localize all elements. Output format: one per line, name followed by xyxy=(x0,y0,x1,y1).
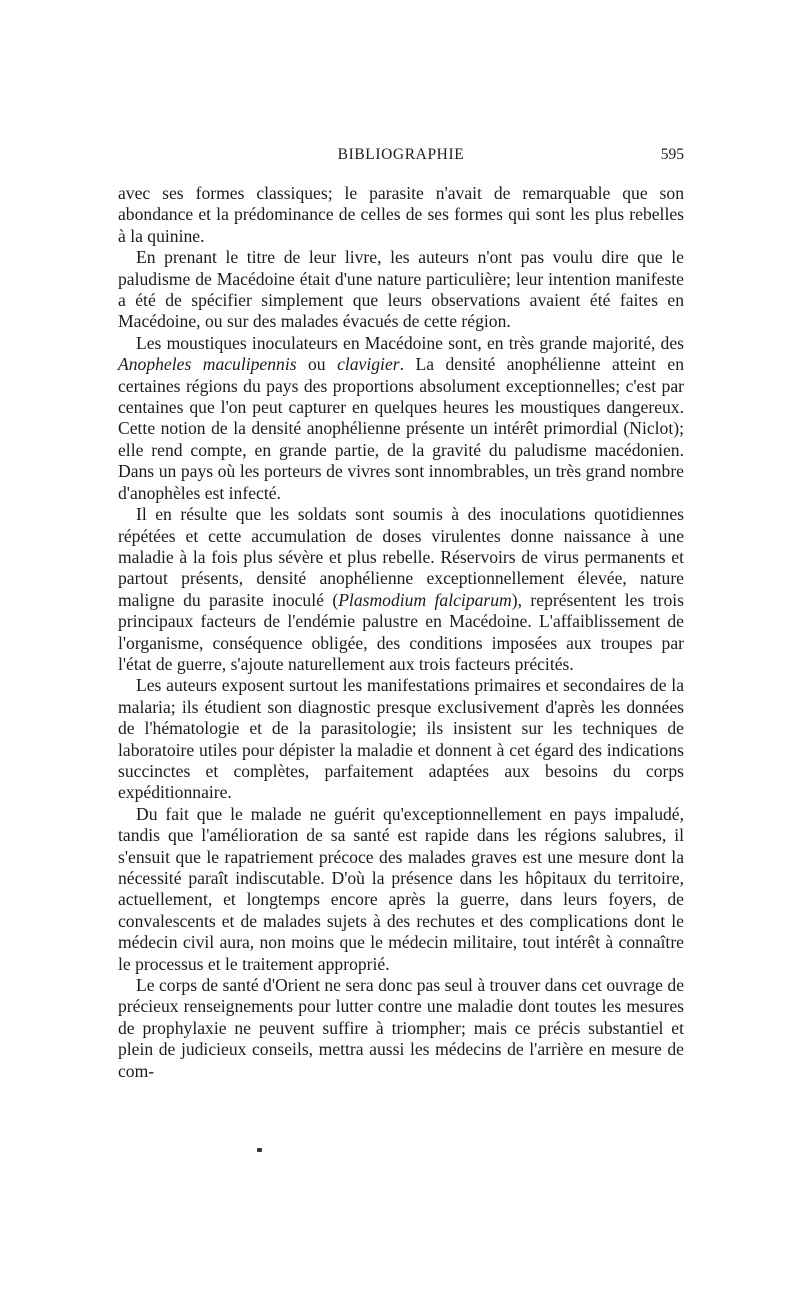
paragraph-1 xyxy=(118,183,684,247)
species-alt-name-italic: clavigier xyxy=(337,354,400,375)
paragraph-4-text-end: ), représentent les trois principaux facteurs de l'endémie palustre en Macédoine. L'affaiblissement de l'organisme, conséquence obligée, des conditions imposées aux troupes par l'état de guerre, s'ajoute naturellement aux trois facteurs précités. xyxy=(118,589,684,674)
body-text xyxy=(118,183,684,1082)
paragraph-6 xyxy=(118,804,684,975)
paragraph-7-text: Le corps de santé d'Orient ne sera donc pas seul à trouver dans cet ouvrage de précieux renseignements pour lutter contre une maladie dont toutes les mesures de prophylaxie ne peuvent suffire à triompher; mais ce précis substantiel et plein de judicieux conseils, mettra aussi les médecins de l'arrière en mesure de com- xyxy=(118,975,684,1081)
species-name-italic: Anopheles maculipennis xyxy=(118,354,297,375)
paragraph-2-text: En prenant le titre de leur livre, les auteurs n'ont pas voulu dire que le paludisme de Macédoine était d'une nature particulière; leur intention manifeste a été de spécifier simplement que leurs observations avaient été faites en Macédoine, ou sur des malades évacués de cette région. xyxy=(118,247,684,332)
paragraph-3-connector: ou xyxy=(296,354,338,375)
paragraph-4 xyxy=(118,504,684,675)
ink-speck xyxy=(257,1148,262,1152)
paragraph-3-text-start: Les moustiques inoculateurs en Macédoine sont, en très grande majorité, des xyxy=(136,332,684,353)
paragraph-1-text: avec ses formes classiques; le parasite n'avait de remarquable que son abondance et la prédominance de celles de ses formes qui sont les plus rebelles à la quinine. xyxy=(118,183,684,246)
paragraph-6-text: Du fait que le malade ne guérit qu'exceptionnellement en pays impaludé, tandis que l'amélioration de sa santé est rapide dans les régions salubres, il s'ensuit que le rapatriement précoce des malades graves est une mesure dont la nécessité paraît indiscutable. D'où la présence dans les hôpitaux du territoire, actuellement, et longtemps encore après la guerre, dans leurs foyers, de convalescents et de malades sujets à des rechutes et des complications dont le médecin civil aura, non moins que le médecin militaire, tout intérêt à connaître le processus et le traitement approprié. xyxy=(118,803,684,974)
paragraph-3 xyxy=(118,333,684,504)
parasite-name-italic: Plasmodium falciparum xyxy=(338,589,512,610)
section-title: BIBLIOGRAPHIE xyxy=(337,146,465,163)
paragraph-3-text-end: . La densité anophélienne atteint en certaines régions du pays des proportions absolument exceptionnelles; c'est par centaines que l'on peut capturer en quelques heures les moustiques dangereux. Cette notion de la densité anophélienne présente un intérêt primordial (Niclot); elle rend compte, en grande partie, de la gravité du paludisme macédonien. Dans un pays où les porteurs de vivres sont innombrables, un très grand nombre d'anophèles est infecté. xyxy=(118,354,685,503)
paragraph-5 xyxy=(118,675,684,803)
paragraph-5-text: Les auteurs exposent surtout les manifestations primaires et secondaires de la malaria; ils étudient son diagnostic presque exclusivement d'après les données de l'hématologie et de la parasitologie; ils insistent sur les techniques de laboratoire utiles pour dépister la maladie et donnent à cet égard des indications succinctes et complètes, parfaitement adaptées aux besoins du corps expéditionnaire. xyxy=(118,675,684,803)
running-header xyxy=(118,146,684,168)
paragraph-2 xyxy=(118,247,684,333)
paragraph-7 xyxy=(118,975,684,1082)
paragraph-4-text-start: Il en résulte que les soldats sont soumis à des inoculations quotidiennes répétées et cette accumulation de doses virulentes donne naissance à une maladie à la fois plus sévère et plus rebelle. Réservoirs de virus permanents et partout présents, densité anophélienne exceptionnellement élevée, nature maligne du parasite inoculé ( xyxy=(118,504,684,610)
page-number: 595 xyxy=(660,146,684,163)
